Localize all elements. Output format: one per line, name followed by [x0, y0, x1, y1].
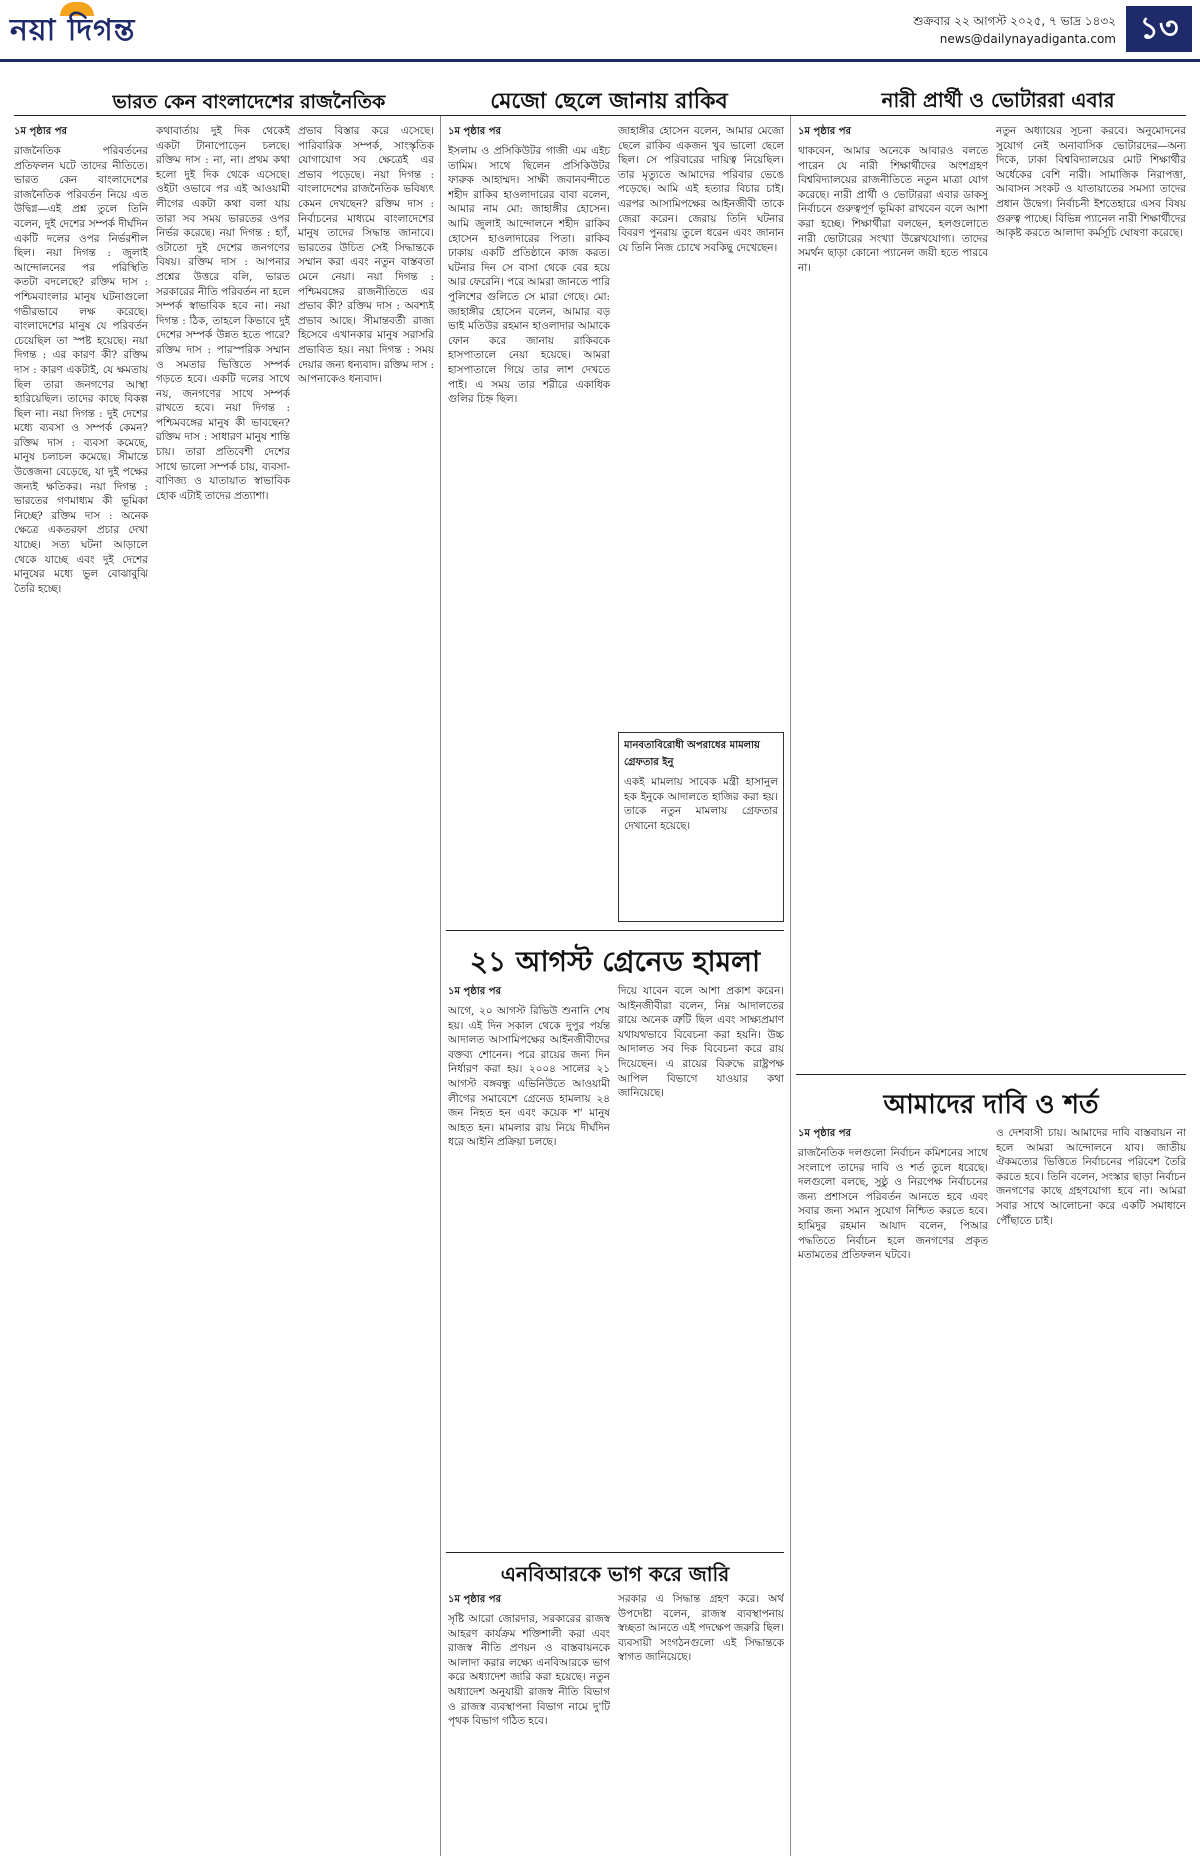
article-india-col-1 [14, 124, 148, 1856]
continued-label: ১ম পৃষ্ঠার পর [14, 126, 67, 137]
masthead [0, 0, 1200, 62]
dateline [913, 12, 1116, 48]
article-grenade-col-1 [448, 984, 610, 1544]
article-text: থাকবেন, আমার অনেকে আবারও বলতে পারেন যে নারী শিক্ষার্থীদের অংশগ্রহণ বিশ্ববিদ্যালয়ের রাজনীতিতে নতুন মাত্রা যোগ করেছে। নারী প্রার্থী ও ভোটাররা এবার ডাকসু নির্বাচনে গুরুত্বপূর্ণ ভূমিকা রাখবেন বলে আশা করা হচ্ছে। শিক্ষার্থীরা বলছেন, হলগুলোতে নারী ভোটারের সংখ্যা উল্লেখযোগ্য। তাদের সমর্থন ছাড়া কোনো প্যানেল জয়ী হতে পারবে না। [798, 145, 988, 274]
page-number: ১৩ [1126, 6, 1192, 52]
article-grenade-col-2 [618, 984, 784, 1544]
article-text: জাহাঙ্গীর হোসেন বলেন, আমার মেজো ছেলে রাকিব একজন খুব ভালো ছেলে ছিল। সে পরিবারের দায়িত্ব নিয়েছিল। তার মৃত্যুতে আমাদের পরিবার ভেঙে পড়েছে। আমি এই হত্যার বিচার চাই। এরপর আসামিপক্ষের আইনজীবী তাকে জেরা করেন। জেরায় তিনি ঘটনার বিবরণ পুনরায় তুলে ধরেন এবং জানান যে তিনি নিজ চোখে সবকিছু দেখেছেন। [618, 125, 784, 254]
headline-demands: আমাদের দাবি ও শর্ত [883, 1090, 1099, 1120]
section-rule [446, 930, 784, 931]
headline-india-politics: ভারত কেন বাংলাদেশের রাজনৈতিক [112, 91, 386, 113]
headline-middle-son: মেজো ছেলে জানায় রাকিব [490, 89, 728, 114]
article-women-col-2 [996, 124, 1186, 1064]
article-text: আগে, ২০ আগস্ট রিভিউ শুনানি শেষ হয়। এই দিন সকাল থেকে দুপুর পর্যন্ত আদালত আসামিপক্ষের আইনজীবীদের বক্তব্য শোনেন। পরে রায়ের জন্য দিন নির্ধারণ করা হয়। ২০০৪ সালের ২১ আগস্ট বঙ্গবন্ধু এভিনিউতে আওয়ামী লীগের সমাবেশে গ্রেনেড হামলায় ২৪ জন নিহত হন এবং কয়েক শ' মানুষ আহত হন। মামলার রায় নিয়ে দীর্ঘদিন ধরে আইনি প্রক্রিয়া চলছে। [448, 1005, 610, 1149]
sidebar-title: মানবতাবিরোধী অপরাধের মামলায় গ্রেফতার ইনু [624, 740, 760, 768]
continued-label: ১ম পৃষ্ঠার পর [798, 126, 851, 137]
continued-label: ১ম পৃষ্ঠার পর [798, 1128, 851, 1139]
issue-date: শুক্রবার ২২ আগস্ট ২০২৫, ৭ ভাদ্র ১৪৩২ [913, 14, 1116, 28]
article-women-col-1 [798, 124, 988, 1064]
continued-label: ১ম পৃষ্ঠার পর [448, 1594, 501, 1605]
column-divider [790, 116, 791, 1856]
article-nbr-col-2 [618, 1592, 784, 1856]
headline-nbr-split: এনবিআরকে ভাগ করে জারি [500, 1562, 730, 1586]
article-rakib-col-2 [618, 124, 784, 724]
article-text: সৃষ্টি আরো জোরদার, সরকারের রাজস্ব আহরণ কার্যক্রম শক্তিশালী করা এবং রাজস্ব নীতি প্রণয়ন ও বাস্তবায়নকে আলাদা করার লক্ষ্যে এনবিআরকে ভাগ করে অধ্যাদেশ জারি করা হয়েছে। নতুন অধ্যাদেশ অনুযায়ী রাজস্ব নীতি বিভাগ ও রাজস্ব ব্যবস্থাপনা বিভাগ নামে দু'টি পৃথক বিভাগ গঠিত হবে। [448, 1613, 610, 1728]
article-text: রাজনৈতিক পরিবর্তনের প্রতিফলন ঘটে তাদের নীতিতে। ভারত কেন বাংলাদেশের রাজনৈতিক পরিবর্তন নিয়ে এত উদ্বিগ্ন—এই প্রশ্ন তুলে তিনি বলেন, দুই দেশের সম্পর্ক দীর্ঘদিন একটি দলের ওপর নির্ভরশীল ছিল। নয়া দিগন্ত : জুলাই আন্দোলনের পর পরিস্থিতি কতটা বদলেছে? রক্তিম দাস : পশ্চিমবাংলার মানুষ ঘটনাগুলো গভীরভাবে লক্ষ করেছে। বাংলাদেশের মানুষ যে পরিবর্তন চেয়েছিল তা স্পষ্ট হয়েছে। নয়া দিগন্ত : এর কারণ কী? রক্তিম দাস : কারণ একটাই, যে ক্ষমতায় ছিল তারা জনগণের আস্থা হারিয়েছিল। তাদের কাছে বিকল্প ছিল না। নয়া দিগন্ত : দুই দেশের মধ্যে ব্যবসা ও সম্পর্ক কেমন? রক্তিম দাস : ব্যবসা কমেছে, মানুষ চলাচল কমেছে। সীমান্তে উত্তেজনা বেড়েছে, যা দুই পক্ষের জন্যই ক্ষতিকর। নয়া দিগন্ত : ভারতের গণমাধ্যম কী ভূমিকা নিচ্ছে? রক্তিম দাস : অনেক ক্ষেত্রে একতরফা প্রচার দেখা যাচ্ছে। সত্য ঘটনা আড়ালে থেকে যাচ্ছে এবং দুই দেশের মানুষের মধ্যে ভুল বোঝাবুঝি তৈরি হচ্ছে। [14, 145, 148, 595]
article-rakib-col-1 [448, 124, 610, 924]
section-rule [796, 1074, 1186, 1075]
top-rule [14, 115, 1186, 116]
article-text: ও দেশবাসী চায়। আমাদের দাবি বাস্তবায়ন না হলে আমরা আন্দোলনে যাব। জাতীয় ঐকমত্যের ভিত্তিতে নির্বাচনের পরিবেশ তৈরি করতে হবে। তিনি বলেন, সংস্কার ছাড়া নির্বাচন জনগণের কাছে গ্রহণযোগ্য হবে না। আমরা সবার সাথে আলোচনা করে একটি সমাধানে পৌঁছাতে চাই। [996, 1127, 1186, 1227]
contact-email[interactable]: news@dailynayadiganta.com [939, 32, 1116, 46]
column-divider [440, 116, 441, 1856]
headline-grenade-attack: ২১ আগস্ট গ্রেনেড হামলা [469, 945, 761, 978]
newspaper-logo[interactable]: নয়া দিগন্ত [10, 13, 136, 48]
article-demands-col-1 [798, 1126, 988, 1856]
sidebar-box-content [624, 738, 778, 918]
article-text: রাজনৈতিক দলগুলো নির্বাচন কমিশনের সাথে সংলাপে তাদের দাবি ও শর্ত তুলে ধরেছে। দলগুলো বলছে, সুষ্ঠু ও নিরপেক্ষ নির্বাচনের জন্য প্রশাসনে পরিবর্তন আনতে হবে এবং সবার জন্য সমান সুযোগ নিশ্চিত করতে হবে। হামিদুর রহমান আযাদ বলেন, পিআর পদ্ধতিতে নির্বাচন হলে জনগণের প্রকৃত মতামতের প্রতিফলন ঘটবে। [798, 1147, 988, 1262]
article-text: প্রভাব বিস্তার করে এসেছে। পারিবারিক সম্পর্ক, সাংস্কৃতিক যোগাযোগ সব ক্ষেত্রেই এর প্রভাব পড়েছে। নয়া দিগন্ত : বাংলাদেশের রাজনৈতিক ভবিষ্যৎ কেমন দেখছেন? রক্তিম দাস : নির্বাচনের মাধ্যমে বাংলাদেশের মানুষ তাদের সিদ্ধান্ত জানাবে। ভারতের উচিত সেই সিদ্ধান্তকে সম্মান করা এবং নতুন বাস্তবতা মেনে নেয়া। নয়া দিগন্ত : পশ্চিমবঙ্গের রাজনীতিতে এর প্রভাব কী? রক্তিম দাস : অবশ্যই প্রভাব আছে। সীমান্তবর্তী রাজ্য হিসেবে এখানকার মানুষ সরাসরি প্রভাবিত হয়। নয়া দিগন্ত : সময় দেয়ার জন্য ধন্যবাদ। রক্তিম দাস : আপনাকেও ধন্যবাদ। [298, 125, 434, 386]
sidebar-text: একই মামলায় সাবেক মন্ত্রী হাসানুল হক ইনুকে আদালতে হাজির করা হয়। তাকে নতুন মামলায় গ্রেফতার দেখানো হয়েছে। [624, 776, 778, 832]
article-india-col-3 [298, 124, 434, 1856]
article-text: কথাবার্তায় দুই দিক থেকেই একটা টানাপোড়েন চলছে। রক্তিম দাস : না, না। প্রথম কথা হলো দুই দিক থেকে এসেছে। ওইটা ওভাবে পর এই আওয়ামী লীগের একটা কথা বলা যায় তারা সব সময় ভারতের ওপর নির্ভর করেছে। নয়া দিগন্ত : হ্যাঁ, ওটাতো দুই দেশের জনগণের বিষয়। রক্তিম দাস : আপনার প্রশ্নের উত্তরে বলি, ভারত সরকারের নীতি পরিবর্তন না হলে সম্পর্ক স্বাভাবিক হবে না। নয়া দিগন্ত : ঠিক, তাহলে কিভাবে দুই দেশের সম্পর্ক উন্নত হতে পারে? রক্তিম দাস : পারস্পরিক সম্মান ও সমতার ভিত্তিতে সম্পর্ক গড়তে হবে। একটি দলের সাথে নয়, জনগণের সাথে সম্পর্ক রাখতে হবে। নয়া দিগন্ত : পশ্চিমবঙ্গের মানুষ কী ভাবছেন? রক্তিম দাস : সাধারণ মানুষ শান্তি চায়। তারা প্রতিবেশী দেশের সাথে ভালো সম্পর্ক চায়, ব্যবসা-বাণিজ্য ও যাতায়াত স্বাভাবিক হোক এটাই তাদের প্রত্যাশা। [156, 125, 290, 502]
article-demands-col-2 [996, 1126, 1186, 1856]
article-nbr-col-1 [448, 1592, 610, 1856]
article-india-col-2 [156, 124, 290, 1856]
continued-label: ১ম পৃষ্ঠার পর [448, 126, 501, 137]
article-text: নতুন অধ্যায়ের সূচনা করবে। অনুমোদনের সুযোগ নেই অনাবাসিক ভোটারদের—অন্য দিকে, ঢাকা বিশ্ববিদ্যালয়ের মোট শিক্ষার্থীর অর্ধেকের বেশি নারী। সামাজিক নিরাপত্তা, আবাসন সংকট ও যাতায়াতের সমস্যা তাদের প্রধান উদ্বেগ। নির্বাচনী ইশতেহারে এসব বিষয় গুরুত্ব পাচ্ছে। বিভিন্ন প্যানেল নারী শিক্ষার্থীদের আকৃষ্ট করতে আলাদা কর্মসূচি ঘোষণা করেছে। [996, 125, 1186, 240]
article-text: ইসলাম ও প্রসিকিউটর গাজী এম এইচ তামিম। সাথে ছিলেন প্রসিকিউটর ফারুক আহাম্মদ। সাক্ষী জবানবন্দীতে শহীদ রাকিব হাওলাদারের বাবা বলেন, আমার নাম মো: জাহাঙ্গীর হোসেন। আমি জুলাই আন্দোলনে শহীদ রাকিব হোসেন হাওলাদারের পিতা। রাকিব ঢাকায় একটি প্রতিষ্ঠানে কাজ করত। ঘটনার দিন সে বাসা থেকে বের হয়ে আর ফেরেনি। পরে আমরা জানতে পারি পুলিশের গুলিতে সে মারা গেছে। মো: জাহাঙ্গীর হোসেন বলেন, আমার বড় ভাই মতিউর রহমান হাওলাদার আমাকে ফোন করে জানায় রাকিবকে হাসপাতালে নেয়া হয়েছে। আমরা হাসপাতালে গিয়ে তার লাশ দেখতে পাই। এ সময় তার শরীরে একাধিক গুলির চিহ্ন ছিল। [448, 145, 610, 406]
article-text: দিয়ে যাবেন বলে আশা প্রকাশ করেন। আইনজীবীরা বলেন, নিম্ন আদালতের রায়ে অনেক ত্রুটি ছিল এবং সাক্ষ্যপ্রমাণ যথাযথভাবে বিবেচনা করা হয়নি। উচ্চ আদালত সব দিক বিবেচনা করে রায় দিয়েছেন। এ রায়ের বিরুদ্ধে রাষ্ট্রপক্ষ আপিল বিভাগে যাওয়ার কথা জানিয়েছে। [618, 985, 784, 1100]
continued-label: ১ম পৃষ্ঠার পর [448, 986, 501, 997]
headline-women-voters: নারী প্রার্থী ও ভোটাররা এবার [881, 88, 1115, 112]
section-rule [446, 1552, 784, 1553]
article-text: সরকার এ সিদ্ধান্ত গ্রহণ করে। অর্থ উপদেষ্টা বলেন, রাজস্ব ব্যবস্থাপনায় স্বচ্ছতা আনতে এই পদক্ষেপ জরুরি ছিল। ব্যবসায়ী সংগঠনগুলো এই সিদ্ধান্তকে স্বাগত জানিয়েছে। [618, 1593, 784, 1664]
